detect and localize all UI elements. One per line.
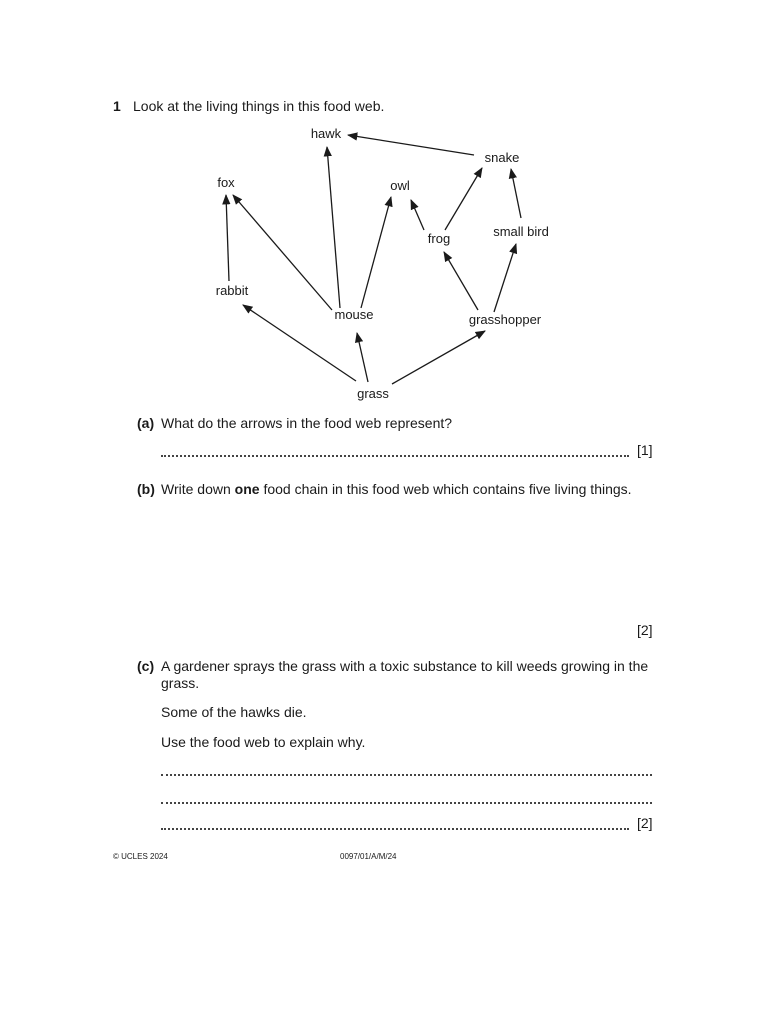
arrow-small-bird-to-snake xyxy=(511,169,521,218)
arrow-grass-to-grasshopper xyxy=(392,331,485,384)
organism-grasshopper: grasshopper xyxy=(468,312,542,327)
question-intro: Look at the living things in this food web. xyxy=(133,98,385,114)
food-web-diagram xyxy=(0,0,768,420)
arrow-mouse-to-owl xyxy=(361,197,391,308)
part-b-text-bold: one xyxy=(234,481,260,497)
answer-space-b[interactable] xyxy=(161,505,651,615)
arrow-grasshopper-to-small-bird xyxy=(494,244,516,312)
organism-mouse: mouse xyxy=(334,307,374,322)
footer-copyright: © UCLES 2024 xyxy=(113,852,168,861)
arrow-snake-to-hawk xyxy=(348,135,474,155)
organism-small-bird: small bird xyxy=(493,224,549,239)
part-c-line2: Some of the hawks die. xyxy=(161,704,307,720)
organism-grass: grass xyxy=(357,386,389,401)
organism-owl: owl xyxy=(390,178,410,193)
footer-paper-code: 0097/01/A/M/24 xyxy=(340,852,397,861)
food-web-arrows xyxy=(226,135,521,384)
arrow-frog-to-owl xyxy=(411,200,424,230)
organism-snake: snake xyxy=(484,150,520,165)
arrow-grass-to-mouse xyxy=(357,333,368,382)
arrow-mouse-to-hawk xyxy=(327,147,340,308)
arrow-rabbit-to-fox xyxy=(226,195,229,281)
part-c-label: (c) xyxy=(137,658,155,674)
part-b-text-before: Write down xyxy=(161,481,231,497)
organism-hawk: hawk xyxy=(310,126,342,141)
part-a-text: What do the arrows in the food web represent? xyxy=(161,415,453,431)
part-c-line3: Use the food web to explain why. xyxy=(161,734,366,750)
answer-line-c-2[interactable] xyxy=(161,802,652,804)
arrow-grasshopper-to-frog xyxy=(444,252,478,310)
arrow-frog-to-snake xyxy=(445,168,482,230)
part-a-label: (a) xyxy=(137,415,155,431)
answer-line-c-1[interactable] xyxy=(161,774,652,776)
answer-line-c-3[interactable] xyxy=(161,828,629,830)
part-b-text-after: food chain in this food web which contains five living things. xyxy=(263,481,632,497)
organism-rabbit: rabbit xyxy=(215,283,249,298)
part-b-marks: [2] xyxy=(637,622,653,638)
part-b-text xyxy=(161,481,632,498)
question-number: 1 xyxy=(113,98,121,114)
part-b-label: (b) xyxy=(137,481,155,497)
part-c-text: A gardener sprays the grass with a toxic substance to kill weeds growing in the grass. xyxy=(161,658,649,691)
part-a-marks: [1] xyxy=(637,442,653,458)
organism-frog: frog xyxy=(427,231,451,246)
answer-line-a[interactable] xyxy=(161,455,629,457)
part-c-marks: [2] xyxy=(637,815,653,831)
food-web-labels xyxy=(216,126,549,401)
organism-fox: fox xyxy=(217,175,235,190)
